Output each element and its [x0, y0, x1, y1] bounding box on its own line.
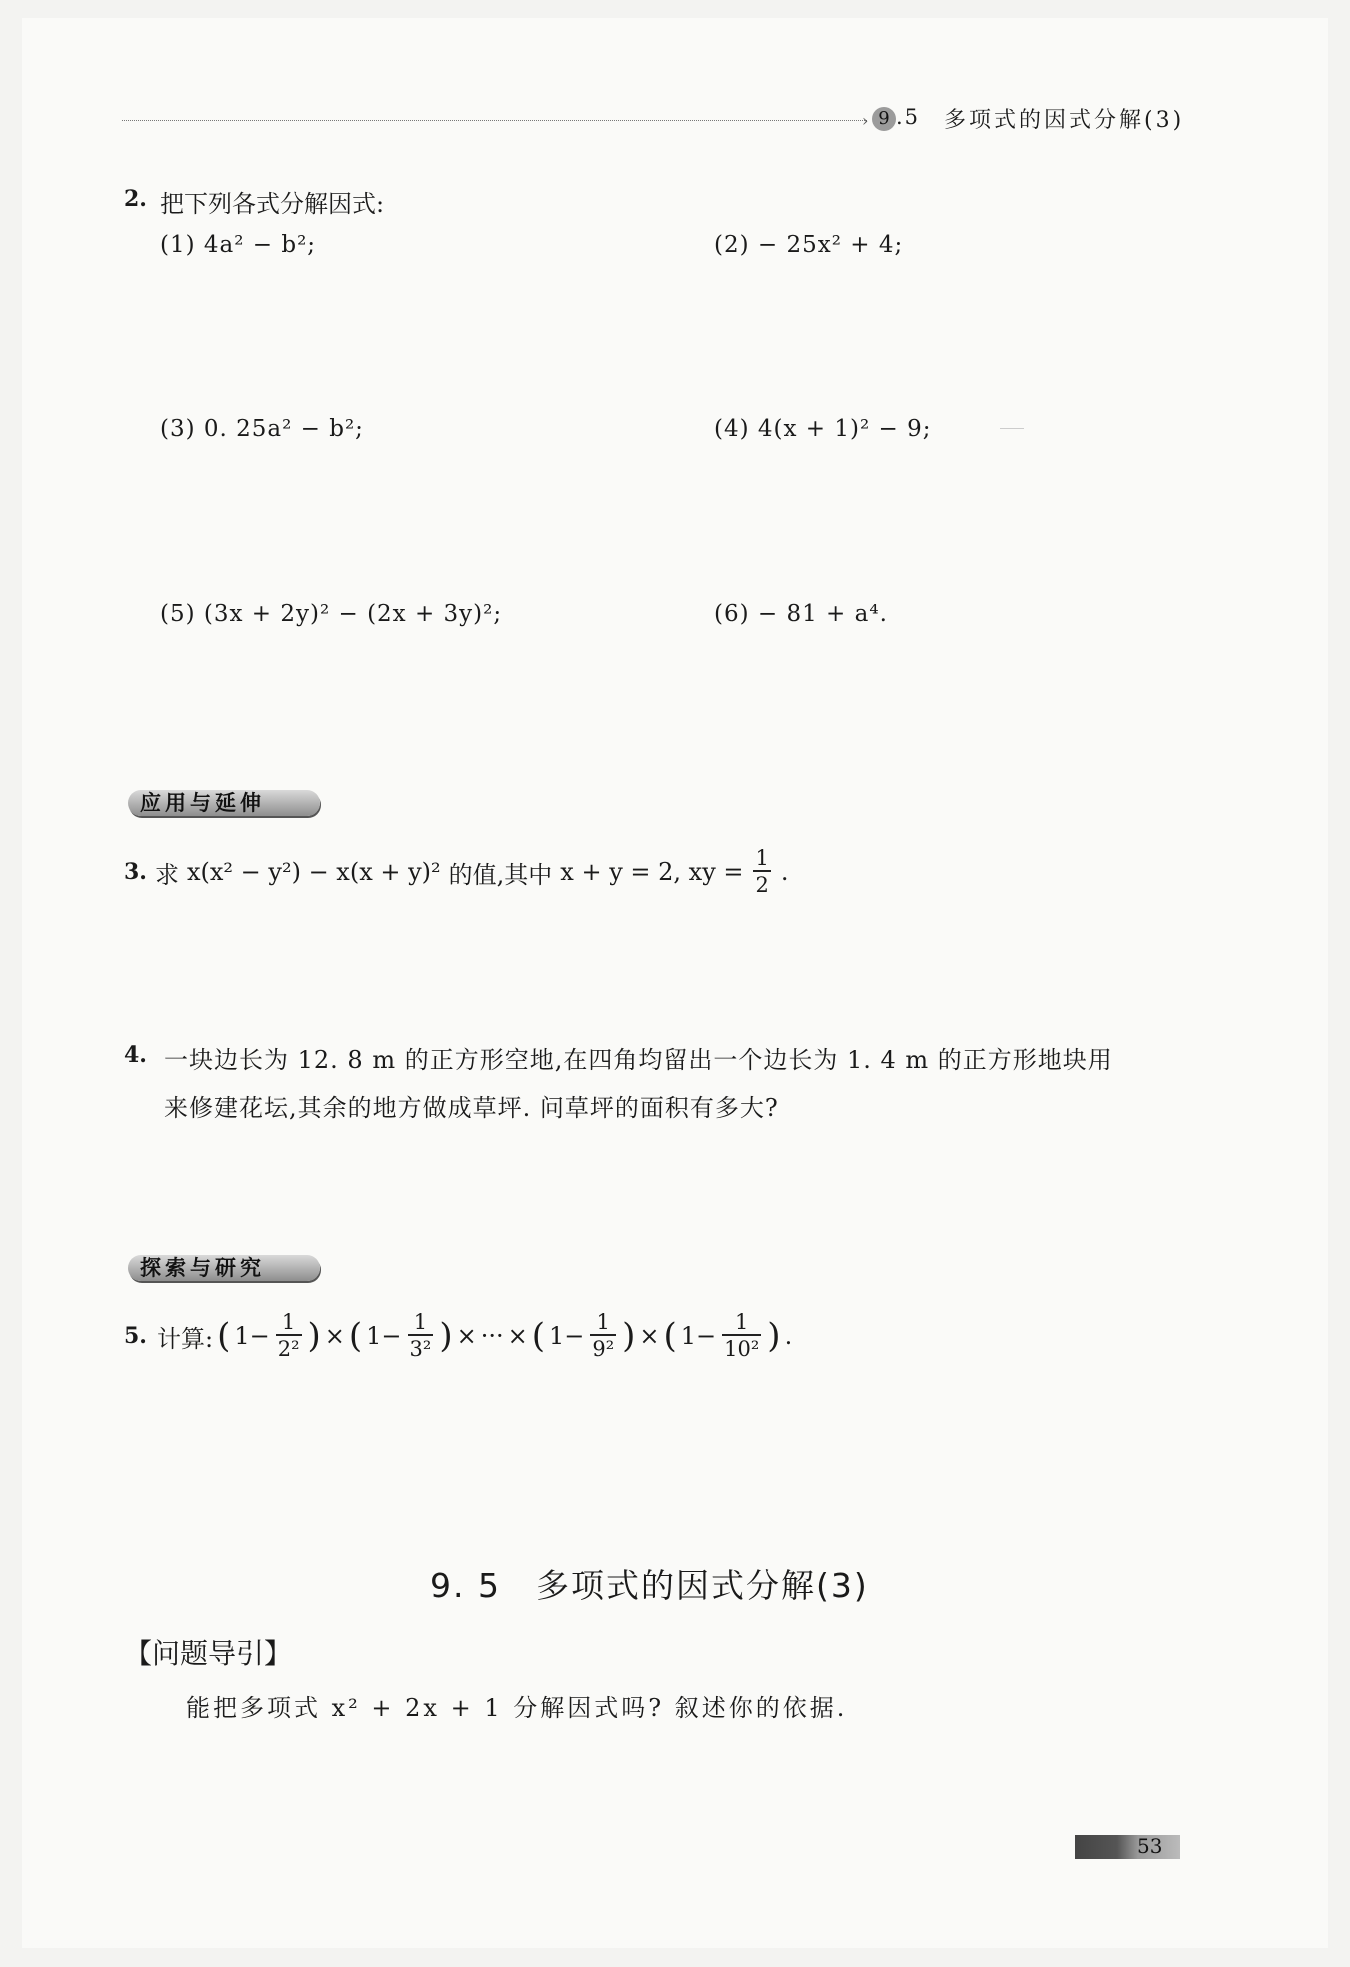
q4-number: 4. [124, 1042, 147, 1068]
q2-item-4: (4) 4(x + 1)² − 9; [714, 416, 932, 442]
q3-lead: 求 [154, 860, 179, 889]
header-arrow-icon: › [862, 111, 869, 130]
q5: 5. 计算: ( 1− $\frac{1}{\text{2²}}$ ) × ( 1− $\frac{1}{\text{3²}}$ ) × ··· × ( 1− $\frac{1}{\text{9²}}$ ) × ( 1− $\frac{1}{\text{10²}}$ ) . [124, 1310, 793, 1361]
q2-item-2: (2) − 25x² + 4; [714, 232, 904, 258]
q5-number: 5. [124, 1323, 147, 1349]
q5-term-3: $\frac{1}{\text{9²}}$ [592, 1310, 615, 1361]
q2-item-3: (3) 0. 25a² − b²; [160, 416, 364, 442]
q2-item-5: (5) (3x + 2y)² − (2x + 3y)²; [160, 601, 503, 627]
q4-line-2: 来修建花坛,其余的地方做成草坪. 问草坪的面积有多大? [164, 1094, 779, 1122]
section-banner-application: 应用与延伸 [128, 790, 320, 816]
q3-expression: x(x² − y²) − x(x + y)² [186, 858, 441, 886]
header-section-number: .5 [896, 105, 921, 129]
q2-item-1: (1) 4a² − b²; [160, 232, 317, 258]
q2-prompt: 把下列各式分解因式: [160, 190, 385, 218]
page-number: 53 [1137, 1834, 1163, 1858]
q3-mid: 的值,其中 [448, 860, 553, 889]
q5-term-1: $\frac{1}{\text{2²}}$ [277, 1310, 300, 1361]
q3: 3. 求 x(x² − y²) − x(x + y)² 的值,其中 x + y = 2, xy = $\frac{1}{2}$ . [124, 846, 789, 897]
q3-fraction: $\frac{1}{2}$ [755, 846, 769, 897]
scan-mark [1000, 428, 1024, 429]
q2-number: 2. [124, 186, 147, 212]
q5-term-2: $\frac{1}{\text{3²}}$ [409, 1310, 432, 1361]
section-banner-exploration: 探索与研究 [128, 1255, 320, 1281]
q2-item-6: (6) − 81 + a⁴. [714, 601, 888, 627]
chapter-badge: 9 [872, 107, 896, 131]
q4-line-1: 一块边长为 12. 8 m 的正方形空地,在四角均留出一个边长为 1. 4 m 的正方形地块用 [164, 1046, 1113, 1074]
page-number-bar [1075, 1835, 1180, 1859]
header-title: 多项式的因式分解(3) [944, 108, 1185, 133]
q3-number: 3. [124, 859, 147, 885]
q3-condition: x + y = 2, xy = [560, 858, 744, 886]
lesson-title: 9. 5 多项式的因式分解(3) [430, 1566, 869, 1605]
guide-text: 能把多项式 x² + 2x + 1 分解因式吗? 叙述你的依据. [186, 1694, 848, 1722]
guide-label: 【问题导引】 [124, 1637, 293, 1670]
header-dotted-rule [122, 120, 867, 121]
q5-lead: 计算: [156, 1324, 214, 1353]
q5-term-4: $\frac{1}{\text{10²}}$ [724, 1310, 760, 1361]
